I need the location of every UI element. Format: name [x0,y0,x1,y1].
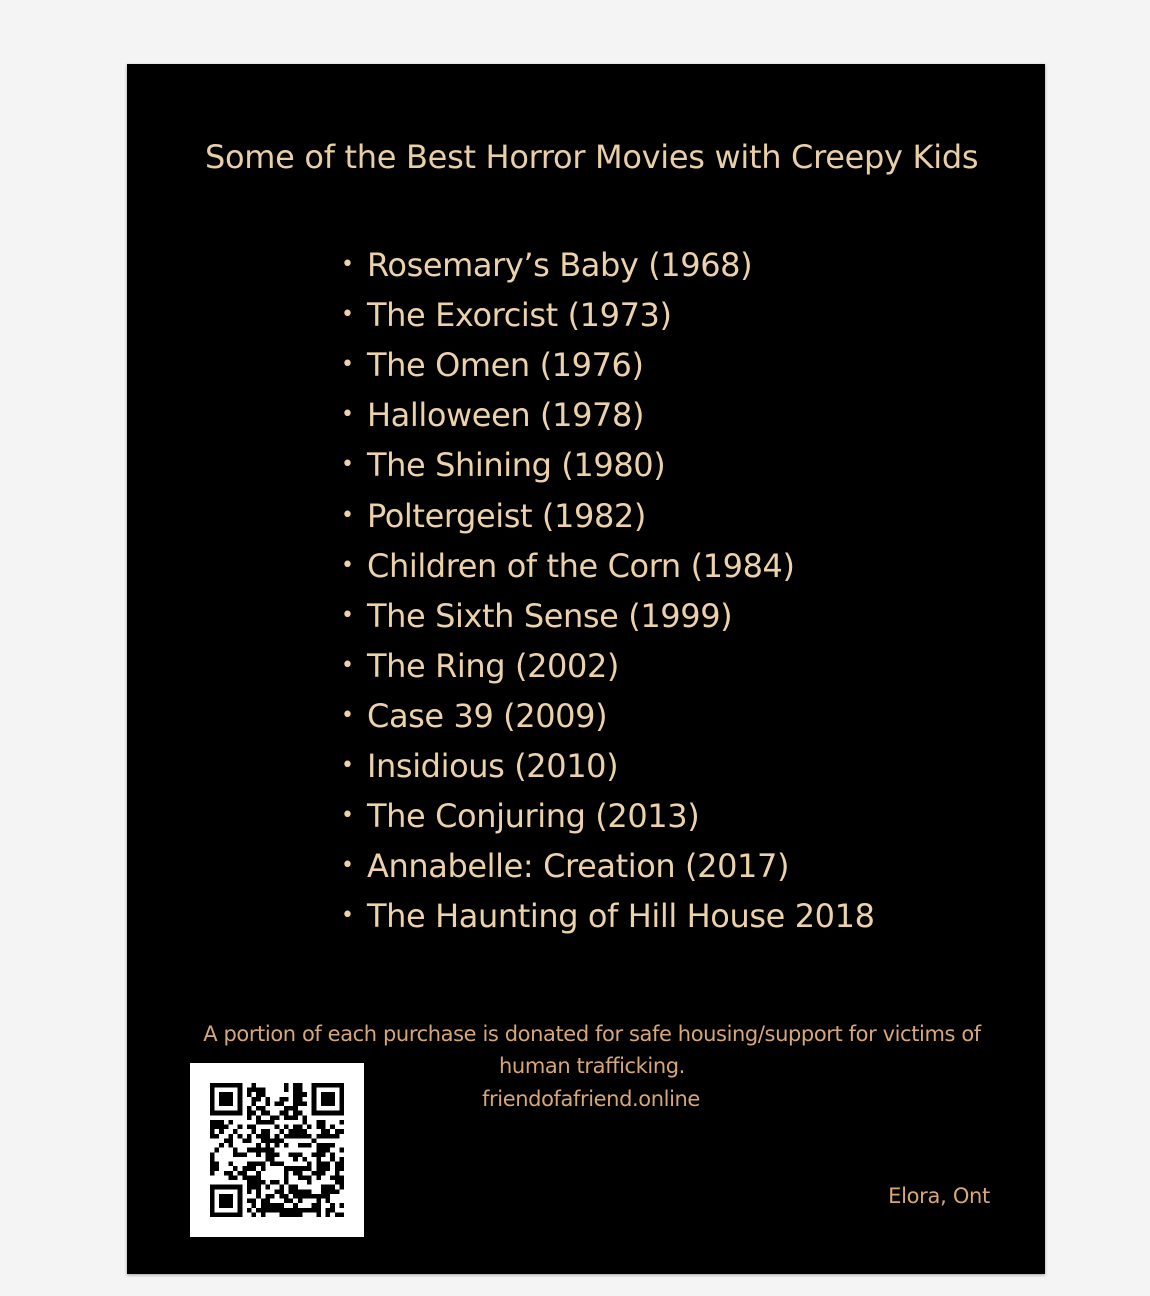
list-item [341,741,875,791]
bullet: • [341,702,354,728]
list-item [341,841,875,891]
poster-card [127,64,1045,1274]
bullet: • [341,903,354,929]
bullet: • [341,652,354,678]
movie-title: The Omen (1976) [367,346,644,385]
movie-title: The Conjuring (2013) [367,797,700,836]
bullet: • [341,752,354,778]
movie-title: The Ring (2002) [367,646,619,685]
bullet: • [341,252,354,278]
movie-title: Case 39 (2009) [367,696,608,735]
movie-list [341,240,875,941]
list-item [341,440,875,490]
bullet: • [341,402,354,428]
movie-title: Children of the Corn (1984) [367,546,795,585]
bullet: • [341,352,354,378]
list-item [341,891,875,941]
list-item [341,490,875,540]
movie-title: The Haunting of Hill House 2018 [367,897,875,936]
list-item [341,290,875,340]
list-item [341,791,875,841]
list-item [341,541,875,591]
bullet: • [341,602,354,628]
website-link[interactable]: friendofafriend.online [482,1087,700,1111]
bullet: • [341,502,354,528]
qr-modules [210,1083,344,1217]
qr-code-graphic [210,1083,344,1217]
bullet: • [341,803,354,829]
movie-title: Insidious (2010) [367,746,619,785]
movie-title: Rosemary’s Baby (1968) [367,246,753,285]
qr-code-icon[interactable] [190,1063,364,1237]
list-item [341,390,875,440]
movie-title: Poltergeist (1982) [367,496,646,535]
movie-title: Halloween (1978) [367,396,645,435]
donation-notice: A portion of each purchase is donated for safe housing/support for victims of human trafficking. [203,1022,981,1078]
bullet: • [341,452,354,478]
movie-title: The Sixth Sense (1999) [367,596,733,635]
location-text: Elora, Ont [888,1184,990,1208]
list-item [341,691,875,741]
poster-title: Some of the Best Horror Movies with Creepy Kids [205,138,979,176]
list-item [341,240,875,290]
bullet: • [341,853,354,879]
list-item [341,641,875,691]
list-item [341,340,875,390]
movie-title: The Shining (1980) [367,446,666,485]
list-item [341,591,875,641]
bullet: • [341,302,354,328]
movie-title: The Exorcist (1973) [367,296,672,335]
movie-title: Annabelle: Creation (2017) [367,847,790,886]
bullet: • [341,552,354,578]
